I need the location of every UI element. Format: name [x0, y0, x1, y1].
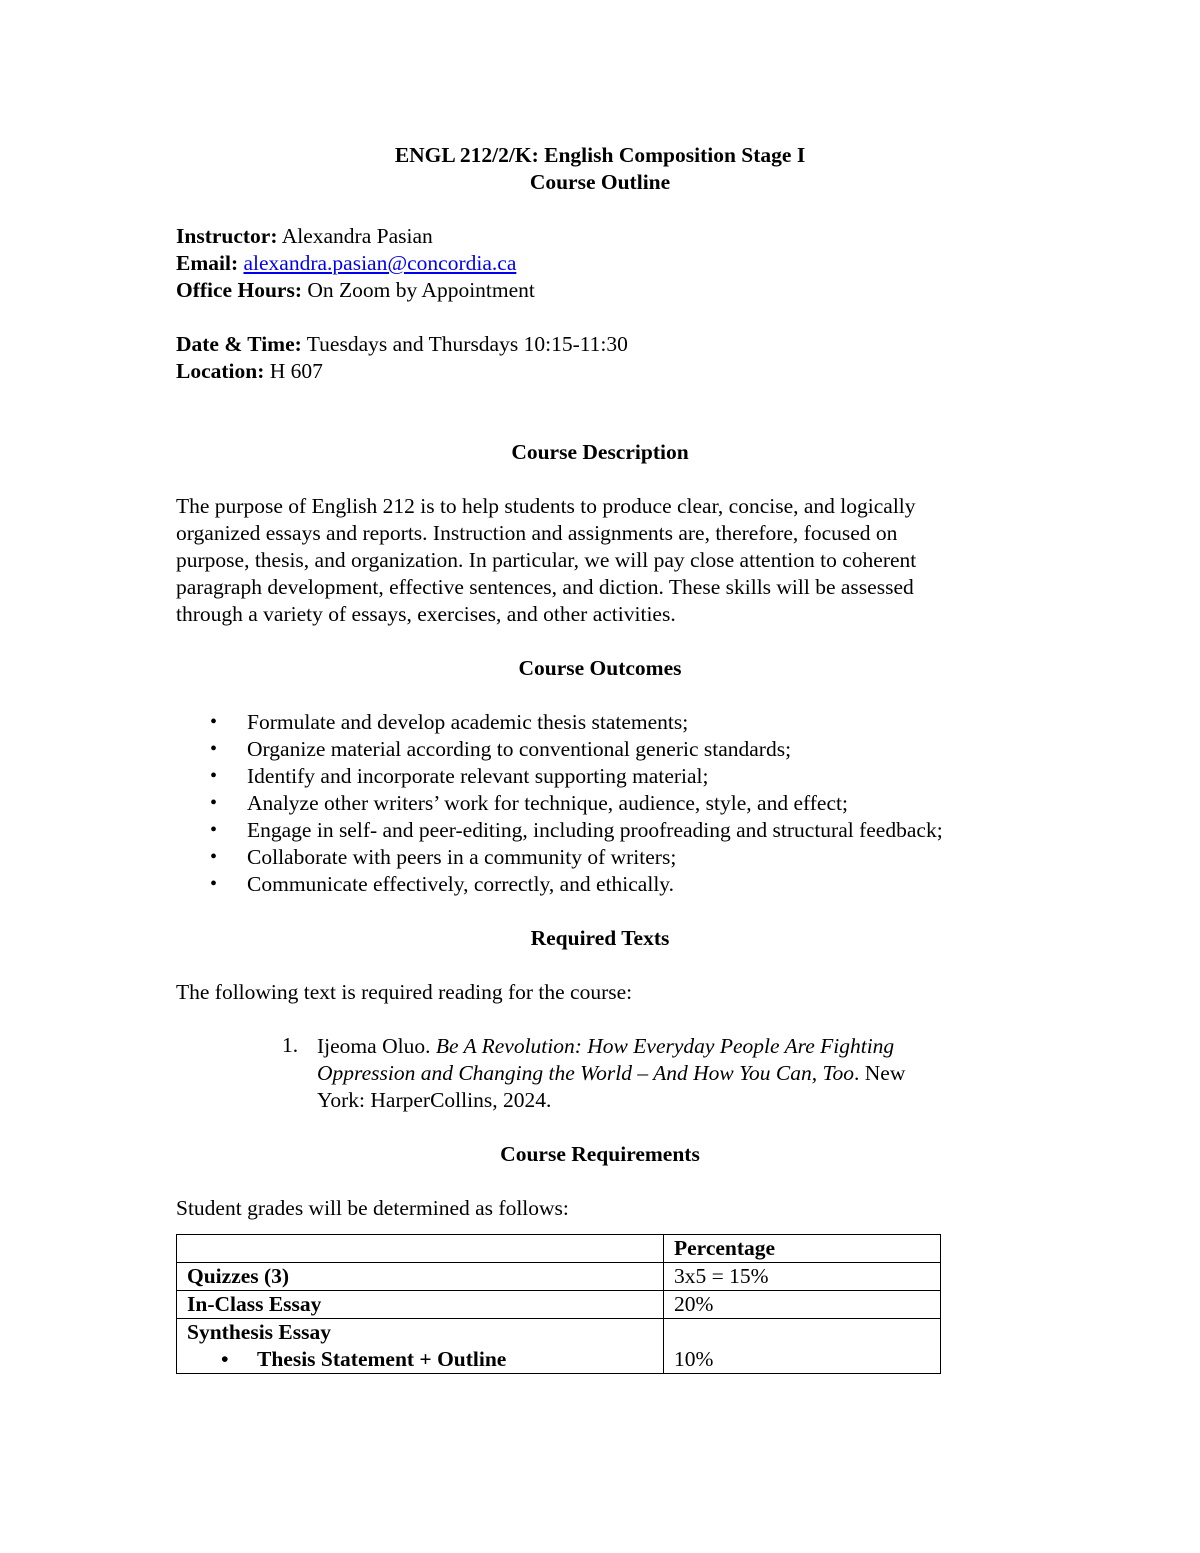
description-line: paragraph development, effective sentences, and diction. These skills will be assessed — [176, 575, 914, 599]
table-header-cell — [177, 1235, 664, 1263]
bullet-icon: • — [210, 873, 218, 895]
email-link[interactable]: alexandra.pasian@concordia.ca — [243, 251, 517, 275]
instructor-value: Alexandra Pasian — [281, 224, 433, 248]
list-item: • Analyze other writers’ work for technique, audience, style, and effect; — [210, 791, 848, 815]
email-label: Email: — [176, 251, 239, 275]
office-hours-value: On Zoom by Appointment — [307, 278, 535, 302]
description-line: organized essays and reports. Instruction and assignments are, therefore, focused on — [176, 521, 898, 545]
outcomes-list — [176, 709, 1024, 898]
description-line: purpose, thesis, and organization. In particular, we will pay close attention to coherent — [176, 548, 917, 572]
document-subtitle: Course Outline — [529, 170, 671, 194]
table-row — [177, 1319, 941, 1374]
table-header-row — [177, 1235, 941, 1263]
table-cell-item: Quizzes (3) — [177, 1263, 664, 1291]
synthesis-sub-item: • Thesis Statement + Outline — [221, 1347, 507, 1371]
requirements-intro: Student grades will be determined as follows: — [176, 1196, 569, 1220]
reference-author: Ijeoma Oluo. — [317, 1034, 436, 1058]
list-item: • Organize material according to conventional generic standards; — [210, 737, 792, 761]
table-cell-item — [177, 1319, 664, 1374]
texts-intro: The following text is required reading for the course: — [176, 980, 633, 1004]
bullet-icon: • — [210, 846, 218, 868]
datetime-value: Tuesdays and Thursdays 10:15-11:30 — [306, 332, 628, 356]
datetime-line — [176, 331, 1024, 358]
office-hours-line — [176, 277, 1024, 304]
outcomes-heading: Course Outcomes — [518, 656, 682, 680]
location-value: H 607 — [269, 359, 323, 383]
required-text-reference — [282, 1033, 1024, 1114]
bullet-icon: • — [210, 738, 218, 760]
description-line: The purpose of English 212 is to help students to produce clear, concise, and logically — [176, 494, 916, 518]
document-title: ENGL 212/2/K: English Composition Stage I — [394, 143, 806, 167]
description-line: through a variety of essays, exercises, and other activities. — [176, 602, 676, 626]
description-paragraph — [176, 493, 1024, 628]
table-cell-value: 10% — [664, 1319, 941, 1374]
requirements-heading: Course Requirements — [500, 1142, 700, 1166]
description-heading: Course Description — [511, 440, 689, 464]
list-item: • Collaborate with peers in a community of writers; — [210, 845, 677, 869]
instructor-label: Instructor: — [176, 224, 278, 248]
bullet-icon: • — [210, 765, 218, 787]
texts-heading: Required Texts — [530, 926, 670, 950]
table-row — [177, 1263, 941, 1291]
bullet-icon: • — [210, 711, 218, 733]
reference-publisher: York: HarperCollins, 2024. — [317, 1088, 552, 1112]
reference-number: 1. — [282, 1033, 299, 1057]
bullet-icon: • — [210, 792, 218, 814]
list-item: • Communicate effectively, correctly, and ethically. — [210, 872, 675, 896]
bullet-icon: • — [210, 819, 218, 841]
list-item: • Identify and incorporate relevant supporting material; — [210, 764, 709, 788]
reference-title-part2: Oppression and Changing the World – And How You Can, Too — [317, 1061, 854, 1085]
table-row — [177, 1291, 941, 1319]
location-label: Location: — [176, 359, 265, 383]
location-line — [176, 358, 1024, 385]
reference-after-title: . New — [854, 1061, 906, 1085]
table-header-cell: Percentage — [664, 1235, 941, 1263]
list-item: • Engage in self- and peer-editing, including proofreading and structural feedback; — [210, 818, 943, 842]
list-item: • Formulate and develop academic thesis statements; — [210, 710, 689, 734]
bullet-icon: • — [221, 1347, 229, 1371]
synthesis-label: Synthesis Essay — [187, 1320, 331, 1344]
table-cell-item: In-Class Essay — [177, 1291, 664, 1319]
office-hours-label: Office Hours: — [176, 278, 302, 302]
datetime-label: Date & Time: — [176, 332, 302, 356]
email-line — [176, 250, 1024, 277]
table-cell-value: 3x5 = 15% — [664, 1263, 941, 1291]
reference-title-part1: Be A Revolution: How Everyday People Are Fighting — [435, 1034, 895, 1058]
instructor-line — [176, 223, 1024, 250]
grades-table — [176, 1234, 941, 1374]
course-outline-page — [176, 142, 1024, 1374]
table-cell-value: 20% — [664, 1291, 941, 1319]
